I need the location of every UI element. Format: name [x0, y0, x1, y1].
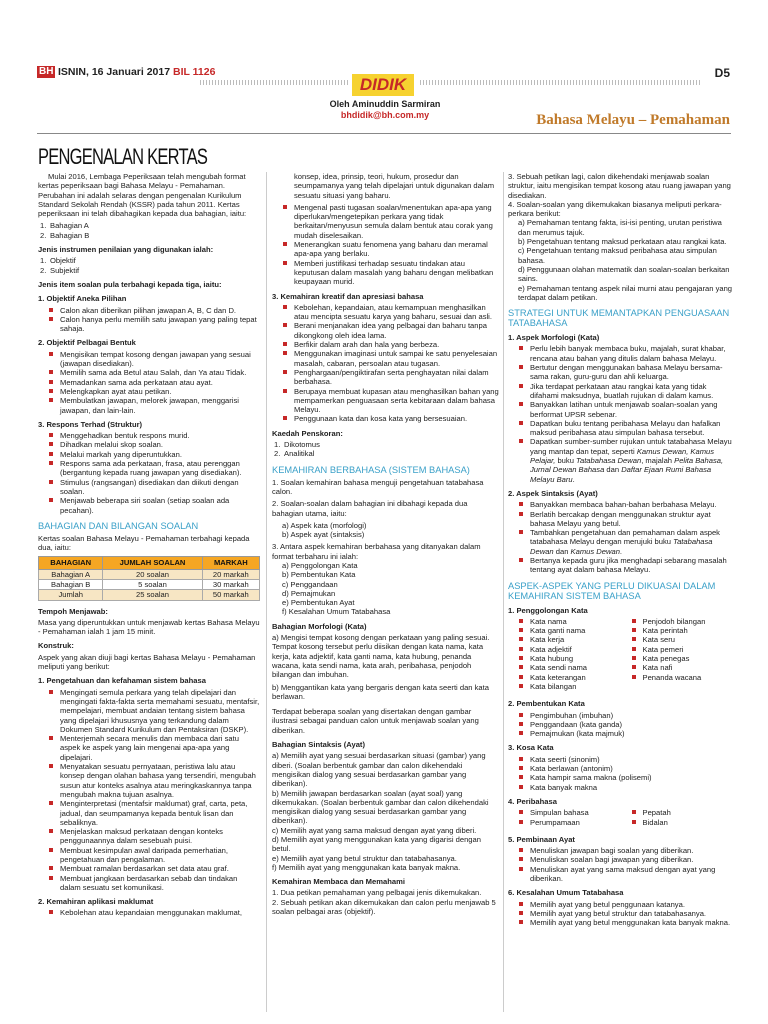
bh-logo: BH: [39, 66, 54, 77]
subheading: Bahagian Sintaksis (Ayat): [272, 740, 365, 750]
list-item: Pengimbuhan (imbuhan): [508, 711, 733, 720]
subheading: 2. Aspek Sintaksis (Ayat): [508, 488, 598, 498]
list-item: Berlatih bercakap dengan menggunakan struktur ayat bahasa Melayu yang betul.: [508, 510, 733, 529]
list-item: Menuliskan jawapan bagi soalan yang diberikan.: [508, 846, 733, 855]
bullet-list: [38, 431, 260, 515]
list-item: Stimulus (rangsangan) disediakan dan diikuti dengan soalan.: [38, 478, 260, 497]
paragraph: d) Memilih ayat yang menggunakan kata yang digarisi dengan betul.: [272, 835, 481, 854]
list-item: Penjodoh bilangan: [621, 617, 734, 626]
subheading: 1. Aspek Morfologi (Kata): [508, 333, 600, 343]
paragraph: b) Memilih jawapan berdasarkan soalan (ayat soal) yang dikemukakan. (Soalan berbentuk gambar dan calon dikehendaki mengisikan dialog yang sesuai berdasarkan gambar yang diberikan).: [272, 788, 489, 826]
paragraph: Kertas soalan Bahasa Melayu - Pemahaman terbahagi kepada dua, iaitu:: [38, 533, 250, 553]
list-item: Melalui markah yang diperuntukkan.: [38, 450, 260, 459]
table-header: BAHAGIAN: [39, 557, 103, 569]
list-item: Menuliskan ayat yang sama maksud dengan ayat yang diberikan.: [508, 865, 733, 884]
paragraph: c) Memilih ayat yang sama maksud dengan ayat yang diberi.: [272, 825, 477, 835]
subheading: 2. Kemahiran aplikasi maklumat: [38, 897, 154, 907]
header-divider: [37, 133, 731, 134]
list-item: Kata ganti nama: [508, 626, 621, 635]
subheading: Jenis item soalan pula terbahagi kepada tiga, iaitu:: [38, 279, 222, 289]
list-item: Kata nafi: [621, 663, 734, 672]
bullet-list: [508, 808, 621, 827]
list-item: Calon hanya perlu memilih satu jawapan yang paling tepat sahaja.: [38, 315, 260, 334]
list-item: Memilih sama ada Betul atau Salah, dan Ya atau Tidak.: [38, 368, 260, 377]
section-title: Bahasa Melayu – Pemahaman: [536, 112, 730, 128]
list-item: Kata sendi nama: [508, 663, 621, 672]
author-byline: Oleh Aminuddin Sarmiran bhdidik@bh.com.my: [300, 99, 470, 121]
subheading: Tempoh Menjawab:: [38, 606, 108, 616]
list-item: Kata kerja: [508, 635, 621, 644]
paragraph: konsep, idea, prinsip, teori, hukum, prosedur dan seumpamanya yang telah dipelajari untuk digunakan dalam sesuatu situasi yang baharu.: [294, 172, 495, 200]
instrument-list: [38, 256, 260, 275]
list-item: Menterjemah secara menulis dan membaca dari satu aspek ke aspek yang lain mengenai apa-apa yang dipelajari.: [38, 734, 260, 762]
section-heading: KEMAHIRAN BERBAHASA (SISTEM BAHASA): [272, 464, 470, 475]
list-item: Penggandaan (kata ganda): [508, 720, 733, 729]
list-item: Calon akan diberikan pilihan jawapan A, B, C dan D.: [38, 306, 260, 315]
bullet-list: [508, 900, 733, 928]
list-item: 2. Bahagian B: [40, 230, 90, 240]
paragraph: 2. Soalan-soalan dalam bahagian ini dibahagi kepada dua bahagian utama, iaitu:: [272, 499, 468, 518]
scoring-list: [272, 440, 499, 459]
list-item: Melengkapkan ayat atau petikan.: [38, 387, 260, 396]
list-item: Menggunakan imaginasi untuk sampai ke satu penyelesaian masalah, cabaran, persoalan atau tugasan.: [272, 349, 499, 368]
list-item: Menjelaskan maksud perkataan dengan konteks penggunaannya dalam sesebuah puisi.: [38, 827, 260, 846]
list-item: Memberi justifikasi terhadap sesuatu tindakan atau keputusan dalam masalah yang baharu dengan melibatkan keupayaan murid.: [272, 259, 499, 287]
list-item: Perlu lebih banyak membaca buku, majalah, surat khabar, rencana atau bahan yang ditulis dalam bahasa Melayu.: [508, 344, 733, 363]
list-item: Berfikir dalam arah dan hala yang berbeza.: [272, 340, 499, 349]
list-item: Kata hampir sama makna (polisemi): [508, 773, 733, 782]
intro-paragraph: Mulai 2016, Lembaga Peperiksaan telah mengubah format kertas peperiksaan bagi Bahasa Melayu - Pemahaman. Perubahan ini adalah selaras dengan pengenalan Kurikulum Standard Sekolah Rendah (KSSR) pada tahun 2011. Kertas peperiksaan ini telah dibahagikan kepada dua bahagian, iaitu:: [38, 172, 247, 219]
article-title: PENGENALAN KERTAS: [38, 144, 208, 169]
list-item: Menuliskan soalan bagi jawapan yang diberikan.: [508, 855, 733, 864]
bullet-list: [508, 846, 733, 883]
list-item: Penanda wacana: [621, 673, 734, 682]
list-item: Kata nama: [508, 617, 621, 626]
rubric-logo: DIDIK: [352, 74, 414, 96]
list-item: Berani menjanakan idea yang pelbagai dan baharu tanpa dikongkong oleh idea lama.: [272, 321, 499, 340]
subheading: 3. Kosa Kata: [508, 743, 554, 753]
paragraph: f) Memilih ayat yang menggunakan kata banyak makna.: [272, 862, 461, 872]
list-item: Kebolehan, kepandaian, atau kemampuan menghasilkan atau mencipta sesuatu karya yang baharu, sesuai dan asli.: [272, 303, 499, 322]
list-item: Menerangkan suatu fenomena yang baharu dan meramal apa-apa yang berlaku.: [272, 240, 499, 259]
paragraph: b) Menggantikan kata yang bergaris dengan kata seerti dan kata berlawan.: [272, 682, 489, 701]
list-item: Kata bilangan: [508, 682, 621, 691]
list-item: Dapatkan sumber-sumber rujukan untuk tatabahasa Melayu yang mantap dan tepat, seperti Kamus Dewan, Kamus Pelajar, buku Tatabahasa Dewan, majalah Pelita Bahasa, Jurnal Dewan Bahasa dan Daftar Ejaan Rumi Bahasa Melayu Baru.: [508, 437, 733, 483]
list-item: Memilih ayat yang betul struktur dan tatabahasanya.: [508, 909, 733, 918]
list-item: Membuat kesimpulan awal daripada pemerhatian, pengetahuan dan pengalaman.: [38, 846, 260, 865]
list-item: Kata keterangan: [508, 673, 621, 682]
list-item: Dapatkan buku tentang peribahasa Melayu dan hafalkan maksud peribahasa atau simpulan bahasa tersebut.: [508, 419, 733, 438]
list-item: 1. Objektif: [40, 256, 76, 266]
bullet-list: [508, 500, 733, 574]
list-item: Banyakkan membaca bahan-bahan berbahasa Melayu.: [508, 500, 733, 509]
list-item: Memadankan sama ada perkataan atau ayat.: [38, 378, 260, 387]
list-item: Mengisikan tempat kosong dengan jawapan yang sesuai (jawapan disediakan).: [38, 350, 260, 369]
bullet-list: [508, 617, 621, 691]
sublist: a) Penggolongan Kata b) Pembentukan Kata c) Penggandaan d) Pemajmukan e) Pembentukan Ayat f) Kesalahan Umum Tatabahasa: [282, 560, 391, 617]
list-item: 2. Subjektif: [40, 265, 80, 275]
bullet-list: [508, 344, 733, 483]
list-item: Berupaya membuat kupasan atau menghasilkan bahan yang mempamerkan penguasaan serta kebitaraan dalam bahasa Melayu.: [272, 387, 499, 415]
list-item: Kebolehan atau kepandaian menggunakan maklumat,: [38, 908, 260, 917]
page-header: [0, 0, 768, 140]
bullet-list: [508, 755, 733, 792]
paragraph: Terdapat beberapa soalan yang disertakan dengan gambar ilustrasi sebagai panduan calon untuk menjawab soalan yang diberikan.: [272, 707, 479, 735]
list-item: Kata berlawan (antonim): [508, 764, 733, 773]
list-item: Penggunaan kata dan kosa kata yang bersesuaian.: [272, 414, 499, 423]
list-item: Menggehadkan bentuk respons murid.: [38, 431, 260, 440]
list-item: Respons sama ada perkataan, frasa, atau perenggan (bergantung kepada ruang jawapan yang disediakan).: [38, 459, 260, 478]
list-item: Kata seru: [621, 635, 734, 644]
list-item: Bertutur dengan menggunakan bahasa Melayu bersama-sama rakan, guru-guru dan ahli keluarga.: [508, 363, 733, 382]
list-item: Penghargaan/pengiktirafan serta penghayatan nilai dalam berbahasa.: [272, 368, 499, 387]
bullet-list: [621, 808, 734, 827]
list-item: Pepatah: [621, 808, 734, 817]
list-item: Kata banyak makna: [508, 783, 733, 792]
marks-table: [38, 556, 260, 600]
column-1: [38, 172, 260, 921]
list-item: Dihadkan melalui skop soalan.: [38, 440, 260, 449]
subheading: 1. Objektif Aneka Pilihan: [38, 294, 127, 304]
bullet-list: [38, 908, 260, 917]
header-stripe-left: [200, 80, 348, 85]
paragraph: 3. Sebuah petikan lagi, calon dikehendaki menjawab soalan struktur, iaitu mengisikan tempat kosong atau ruang jawapan yang disediakan.: [508, 172, 731, 200]
bullet-list: [272, 203, 499, 287]
parts-list: [38, 221, 260, 240]
list-item: Menyatakan sesuatu pernyataan, peristiwa lalu atau konsep dengan olahan bahasa yang tersendiri, mengubah susun atur konteks asalnya atau meringkaskannya tanpa mengubah makna tujuan asalnya.: [38, 762, 260, 799]
list-item: Membuat ramalan berdasarkan set data atau graf.: [38, 864, 260, 873]
list-item: 2. Analitikal: [274, 449, 315, 459]
bullet-list: [38, 688, 260, 893]
column-divider: [266, 172, 267, 1012]
column-divider: [503, 172, 504, 1012]
table-row: Bahagian A 20 soalan 20 markah: [39, 569, 260, 579]
list-item: Kata pemeri: [621, 645, 734, 654]
author-email: bhdidik@bh.com.my: [340, 110, 430, 120]
sublist: a) Pemahaman tentang fakta, isi-isi penting, urutan peristiwa dan merumus tajuk. b) Pengetahuan tentang maksud perkataan atau rangkai kata. c) Pengetahuan tentang maksud peribahasa atau simpulan bahasa. d) Penggunaan olahan matematik dan soalan-soalan berkaitan sains. e) Pemahaman tentang aspek nilai murni atau pengajaran yang terdapat dalam petikan.: [518, 218, 733, 302]
subheading: Kaedah Penskoran:: [272, 428, 343, 438]
list-item: 1. Dikotomus: [274, 440, 320, 450]
paragraph: Masa yang diperuntukkan untuk menjawab kertas Bahasa Melayu - Pemahaman ialah 1 jam 15 minit.: [38, 617, 260, 637]
sublist: a) Aspek kata (morfologi) b) Aspek ayat (sintaksis): [282, 520, 367, 540]
paragraph: a) Mengisi tempat kosong dengan perkataan yang paling sesuai. Tempat kosong tersebut perlu diisikan dengan kata nama, kata kerja, kata adjektif, kata ganti nama, kata hubung, penanda wacana, kata sendi nama, kata arah, peribahasa, penjodoh bilangan dan imbuhan.: [272, 633, 490, 680]
list-item: Kata perintah: [621, 626, 734, 635]
paragraph: 1. Dua petikan pemahaman yang pelbagai jenis dikemukakan.: [272, 888, 482, 898]
list-item: Menginterpretasi (mentafsir maklumat) graf, carta, peta, jadual, dan seumpamanya kepada bentuk lisan dan sebaliknya.: [38, 799, 260, 827]
paragraph: 1. Soalan kemahiran bahasa menguji pengetahuan tatabahasa calon.: [272, 477, 484, 496]
page-number: D5: [714, 66, 730, 80]
section-heading: BAHAGIAN DAN BILANGAN SOALAN: [38, 520, 199, 531]
list-item: Pemajmukan (kata majmuk): [508, 729, 733, 738]
paragraph: 3. Antara aspek kemahiran berbahasa yang ditanyakan dalam format terbaharu ini ialah:: [272, 542, 481, 561]
table-header: JUMLAH SOALAN: [103, 557, 202, 569]
list-item: Bertanya kepada guru jika menghadapi sebarang masalah tentang ayat dalam bahasa Melayu.: [508, 556, 733, 575]
bullet-list: [38, 306, 260, 334]
list-item: Bidalan: [621, 818, 734, 827]
subheading: 4. Peribahasa: [508, 796, 557, 806]
column-3: [508, 172, 733, 930]
issue-number: BIL 1126: [172, 66, 216, 78]
paragraph: 4. Soalan-soalan yang dikemukakan biasanya meliputi perkara-perkara berikut:: [508, 199, 722, 219]
bullet-list: [38, 350, 260, 415]
bullet-list: [508, 711, 733, 739]
list-item: Kata seerti (sinonim): [508, 755, 733, 764]
list-item: Jika terdapat perkataan atau rangkai kata yang tidak difahami maksudnya, buatlah rujukan di dalam kamus.: [508, 382, 733, 401]
subheading: 1. Penggolongan Kata: [508, 605, 588, 615]
subheading: 2. Pembentukan Kata: [508, 699, 585, 709]
section-heading: ASPEK-ASPEK YANG PERLU DIKUASAI DALAM KEMAHIRAN SISTEM BAHASA: [508, 580, 716, 601]
subheading: Bahagian Morfologi (Kata): [272, 621, 367, 631]
list-item: Membulatkan jawapan, melorek jawapan, menggarisi jawapan, dan lain-lain.: [38, 396, 260, 415]
column-2: [272, 172, 499, 919]
list-item: Banyakkan latihan untuk menjawab soalan-soalan yang berformat UPSR sebenar.: [508, 400, 733, 419]
bullet-list: [272, 303, 499, 424]
subheading: 5. Pembinaan Ayat: [508, 834, 575, 844]
list-item: Membuat jangkaan berdasarkan sebab dan tindakan dalam sesuatu set komunikasi.: [38, 874, 260, 893]
subheading: 6. Kesalahan Umum Tatabahasa: [508, 888, 624, 898]
subheading: Konstruk:: [38, 641, 74, 651]
list-item: Menjawab beberapa siri soalan (setiap soalan ada pecahan).: [38, 496, 260, 515]
subheading: 2. Objektif Pelbagai Bentuk: [38, 338, 136, 348]
subheading: 3. Respons Terhad (Struktur): [38, 419, 143, 429]
table-row: Jumlah 25 soalan 50 markah: [39, 590, 260, 600]
list-item: Memilih ayat yang betul menggunakan kata banyak makna.: [508, 918, 733, 927]
list-item: Perumpamaan: [508, 818, 621, 827]
list-item: Mengenal pasti tugasan soalan/menentukan apa-apa yang diperlukan/mengetepikan perkara yang tidak berkaitan/menyusun semula dalam bentuk atau corak yang mudah diselesaikan.: [272, 203, 499, 240]
two-column-list: [508, 808, 733, 830]
subheading: 1. Pengetahuan dan kefahaman sistem bahasa: [38, 676, 206, 686]
paragraph: a) Memilih ayat yang sesuai berdasarkan situasi (gambar) yang diberi. (Soalan berbentuk gambar dan calon dikehendaki mengisikan dialog yang sesuai berdasarkan gambar yang diberikan).: [272, 751, 486, 789]
list-item: 1. Bahagian A: [40, 221, 89, 231]
list-item: Memilih ayat yang betul penggunaan katanya.: [508, 900, 733, 909]
table-header: MARKAH: [202, 557, 259, 569]
list-item: Simpulan bahasa: [508, 808, 621, 817]
list-item: Kata penegas: [621, 654, 734, 663]
bullet-list: [621, 617, 734, 691]
list-item: Mengingati semula perkara yang telah dipelajari dan mengingati fakta-fakta serta memahami sesuatu, mentafsir, mempelajari, membuat andaian tentang sistem bahasa yang dipelajari khususnya yang terkandung dalam Dokumen Standard Kurikulum dan Pentaksiran (DSKP).: [38, 688, 260, 734]
subheading: Kemahiran Membaca dan Memahami: [272, 877, 405, 887]
list-item: Tambahkan pengetahuan dan pemahaman dalam aspek tatabahasa Melayu dengan merujuki buku Tatabahasa Dewan dan Kamus Dewan.: [508, 528, 733, 556]
subheading: Jenis instrumen penilaian yang digunakan ialah:: [38, 245, 214, 255]
two-column-list: [508, 617, 733, 694]
table-row: Bahagian B 5 soalan 30 markah: [39, 579, 260, 589]
list-item: Kata adjektif: [508, 645, 621, 654]
paragraph: Aspek yang akan diuji bagi kertas Bahasa Melayu - Pemahaman meliputi yang berikut:: [38, 652, 256, 672]
section-heading: STRATEGI UNTUK MEMANTAPKAN PENGUASAAN TATABAHASA: [508, 308, 730, 329]
paragraph: e) Memilih ayat yang betul struktur dan tatabahasanya.: [272, 853, 457, 863]
issue-date: ISNIN, 16 Januari 2017 BIL 1126: [58, 66, 216, 78]
paragraph: 2. Sebuah petikan akan dikemukakan dan calon perlu menjawab 5 soalan pelbagai aras (objektif).: [272, 897, 496, 917]
subheading: 3. Kemahiran kreatif dan apresiasi bahasa: [272, 291, 424, 301]
list-item: Kata hubung: [508, 654, 621, 663]
header-stripe-right: [420, 80, 700, 85]
